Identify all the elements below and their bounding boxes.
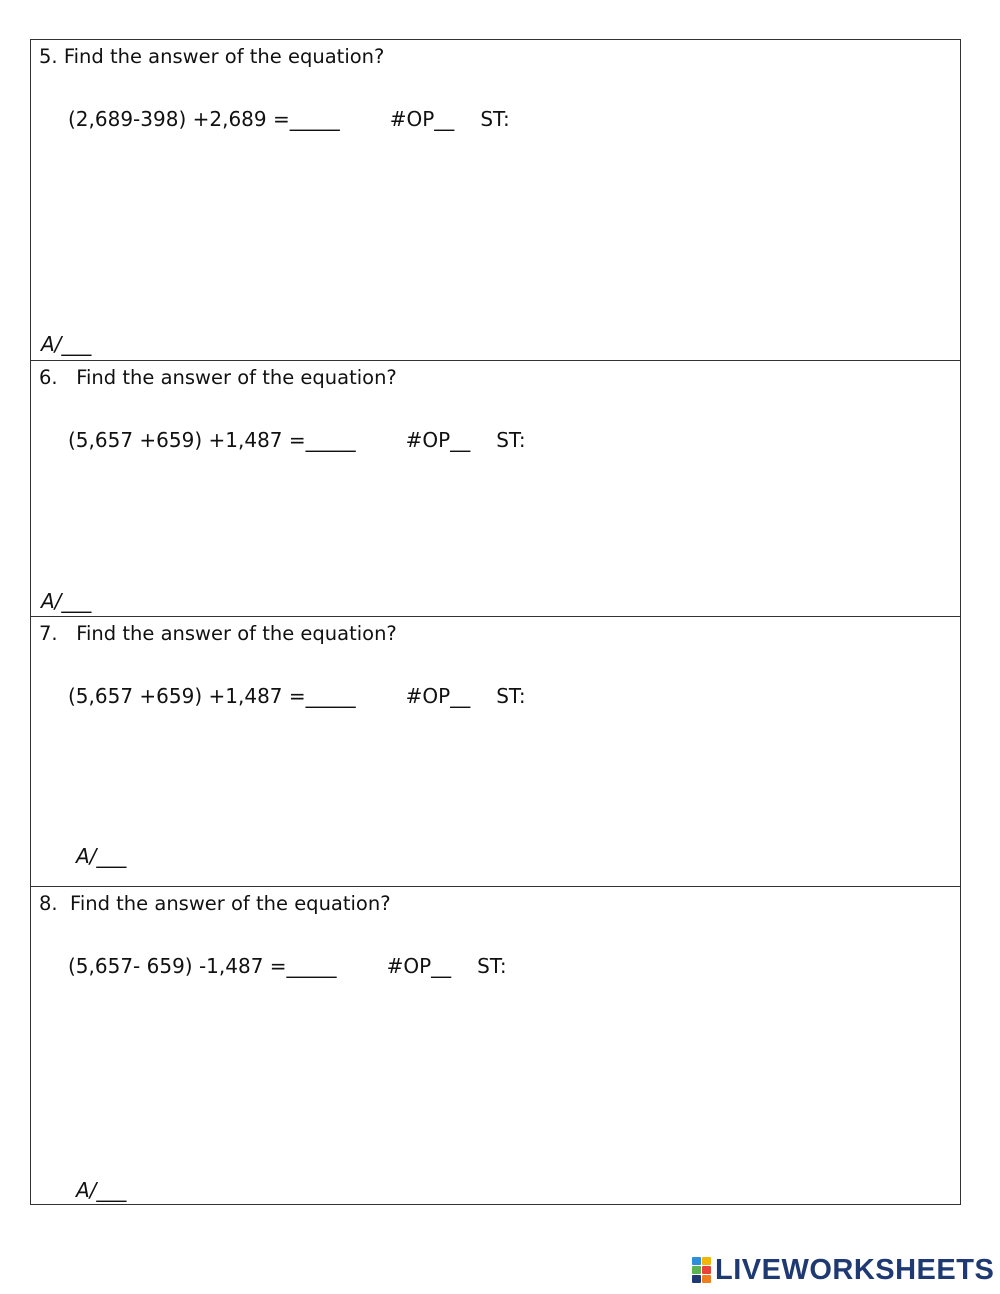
question-6-prompt-line [39,365,397,391]
logo-block [702,1266,711,1274]
question-prompt: Find the answer of the equation? [70,892,391,915]
answer-blank[interactable]: A/___ [76,1178,127,1202]
logo-block [692,1275,701,1283]
brand-name: LIVEWORKSHEETS [715,1254,995,1286]
question-number: 5. [39,45,58,68]
question-number: 7. [39,622,58,645]
question-6 [31,360,960,616]
equation: (5,657 +659) +1,487 =_____ [68,684,356,708]
equation: (2,689-398) +2,689 =_____ [68,107,340,131]
answer-blank[interactable]: A/___ [41,332,92,356]
answer-blank[interactable]: A/___ [76,844,127,868]
question-7-prompt-line [39,621,397,647]
question-8-equation-line [68,953,507,979]
logo-block [702,1275,711,1283]
logo-block [692,1266,701,1274]
liveworksheets-logo[interactable] [692,1253,994,1287]
question-7 [31,616,960,886]
question-8 [31,886,960,1205]
st-label: ST: [477,954,507,978]
question-5-prompt-line [39,44,384,70]
answer-blank[interactable]: A/___ [41,589,92,613]
question-prompt: Find the answer of the equation? [63,45,385,68]
equation: (5,657 +659) +1,487 =_____ [68,428,356,452]
equation: (5,657- 659) -1,487 =_____ [68,954,337,978]
question-prompt: Find the answer of the equation? [76,622,397,645]
op-label: #OP__ [405,428,471,452]
question-5 [31,40,960,360]
question-6-equation-line [68,427,526,453]
op-label: #OP__ [405,684,471,708]
st-label: ST: [496,428,526,452]
logo-block [702,1257,711,1265]
question-7-equation-line [68,683,526,709]
op-label: #OP__ [386,954,452,978]
logo-block [692,1257,701,1265]
question-5-equation-line [68,106,510,132]
logo-blocks-icon [692,1257,712,1283]
question-number: 6. [39,366,58,389]
op-label: #OP__ [389,107,455,131]
worksheet [30,39,961,1205]
question-number: 8. [39,892,58,915]
question-prompt: Find the answer of the equation? [76,366,397,389]
st-label: ST: [496,684,526,708]
question-8-prompt-line [39,891,391,917]
st-label: ST: [480,107,510,131]
